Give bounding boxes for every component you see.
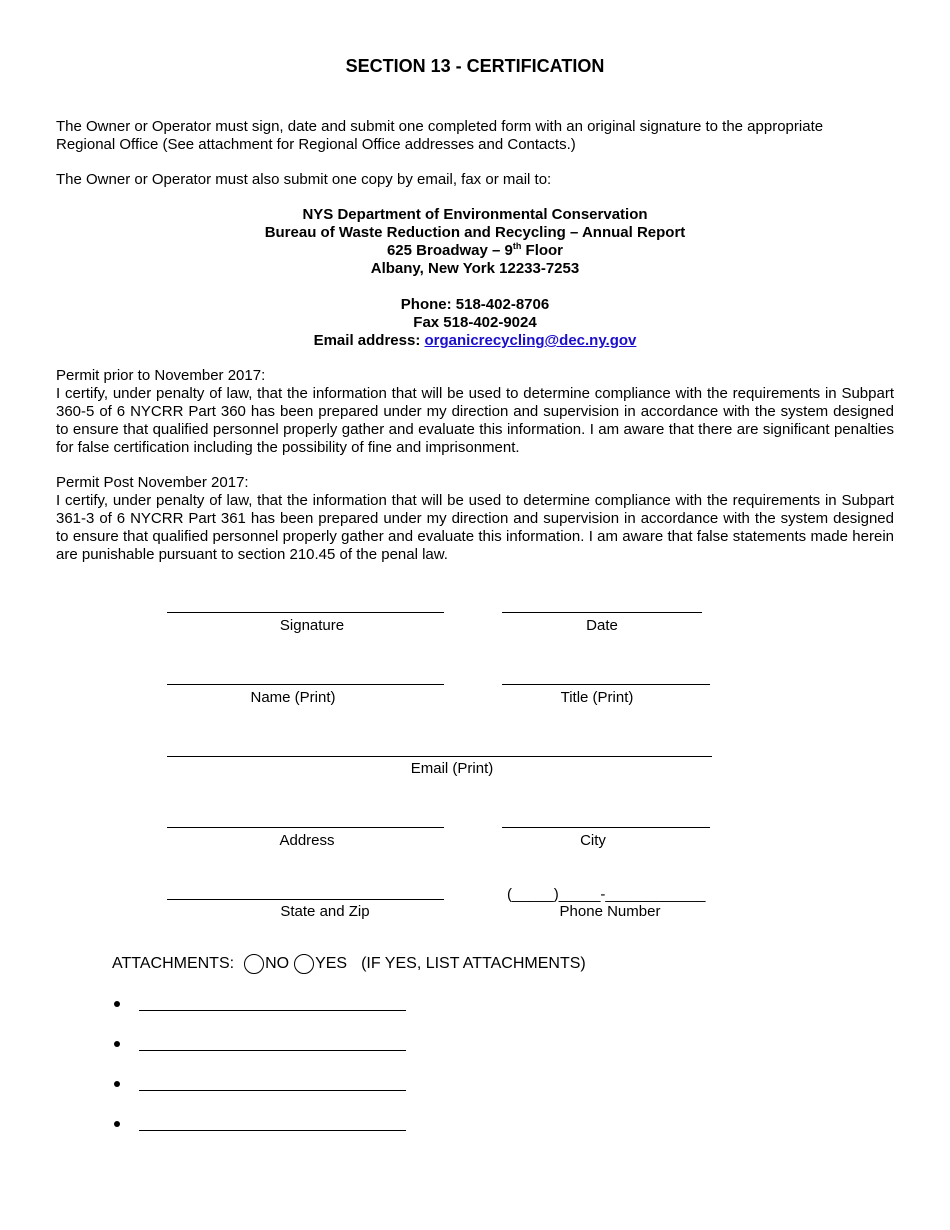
permit-post-section [56, 474, 894, 564]
address-line[interactable] [167, 827, 444, 828]
mailing-address [0, 206, 950, 350]
title-label: Title (Print) [560, 689, 634, 706]
page-title: SECTION 13 - CERTIFICATION [345, 56, 605, 76]
phone-number-label: Phone Number [559, 903, 661, 920]
address-label: Address [279, 832, 335, 849]
attachment-line-2[interactable] [139, 1050, 406, 1051]
phone-number-field[interactable]: (_____)_____-____________ [507, 886, 706, 903]
name-line[interactable] [167, 684, 444, 685]
email-link[interactable]: organicrecycling@dec.ny.gov [424, 332, 637, 349]
permit-post-heading: Permit Post November 2017: [56, 474, 249, 491]
bureau-name: Bureau of Waste Reduction and Recycling – Annual Report [264, 224, 686, 241]
bullet-icon [114, 1081, 120, 1087]
bullet-icon [114, 1041, 120, 1047]
city-state-zip: Albany, New York 12233-7253 [370, 260, 580, 277]
date-label: Date [586, 617, 618, 634]
permit-prior-text: I certify, under penalty of law, that the information that will be used to determine compliance with the requirements in Subpart 360-5 of 6 NYCRR Part 360 has been prepared under my direction and supervision in accordance with the system designed to ensure that qualified personnel properly gather and evaluate this information. I am aware that there are significant penalties for false certification including the possibility of fine and imprisonment. [56, 385, 894, 456]
org-name: NYS Department of Environmental Conservation [302, 206, 648, 223]
attachments-label: ATTACHMENTS: [112, 955, 235, 972]
date-line[interactable] [502, 612, 702, 613]
permit-post-text: I certify, under penalty of law, that the information that will be used to determine compliance with the requirements in Subpart 361-3 of 6 NYCRR Part 361 has been prepared under my direction and supervision in accordance with the system designed to ensure that qualified personnel properly gather and evaluate this information. I am aware that false statements made herein are punishable pursuant to section 210.45 of the penal law. [56, 492, 894, 563]
signature-line[interactable] [167, 612, 444, 613]
submit-copy-text: The Owner or Operator must also submit one copy by email, fax or mail to: [56, 171, 552, 188]
no-radio-button[interactable] [244, 954, 264, 974]
fax-number: Fax 518-402-9024 [413, 314, 537, 331]
state-zip-line[interactable] [167, 899, 444, 900]
phone-number: Phone: 518-402-8706 [400, 296, 550, 313]
email-line: Email address: organicrecycling@dec.ny.gov [313, 332, 637, 349]
intro-line-2: Regional Office (See attachment for Regional Office addresses and Contacts.) [56, 136, 576, 153]
permit-prior-heading: Permit prior to November 2017: [56, 367, 266, 384]
email-print-line[interactable] [167, 756, 712, 757]
no-option-label: NO [265, 955, 290, 972]
signature-label: Signature [279, 617, 345, 634]
city-label: City [580, 832, 606, 849]
name-label: Name (Print) [250, 689, 336, 706]
title-line[interactable] [502, 684, 710, 685]
attachments-note: (IF YES, LIST ATTACHMENTS) [361, 955, 586, 972]
bullet-icon [114, 1121, 120, 1127]
state-zip-label: State and Zip [280, 903, 370, 920]
email-print-label: Email (Print) [410, 760, 494, 777]
permit-prior-section [56, 367, 894, 457]
attachment-line-1[interactable] [139, 1010, 406, 1011]
city-line[interactable] [502, 827, 710, 828]
intro-paragraph [56, 118, 894, 154]
yes-option-label: YES [315, 955, 348, 972]
attachment-line-4[interactable] [139, 1130, 406, 1131]
intro-line-1: The Owner or Operator must sign, date and submit one completed form with an original signature to the appropriate [56, 118, 824, 135]
street-address: 625 Broadway – 9th Floor [386, 241, 564, 259]
attachment-line-3[interactable] [139, 1090, 406, 1091]
bullet-icon [114, 1001, 120, 1007]
attachments-row [112, 954, 586, 974]
yes-radio-button[interactable] [294, 954, 314, 974]
